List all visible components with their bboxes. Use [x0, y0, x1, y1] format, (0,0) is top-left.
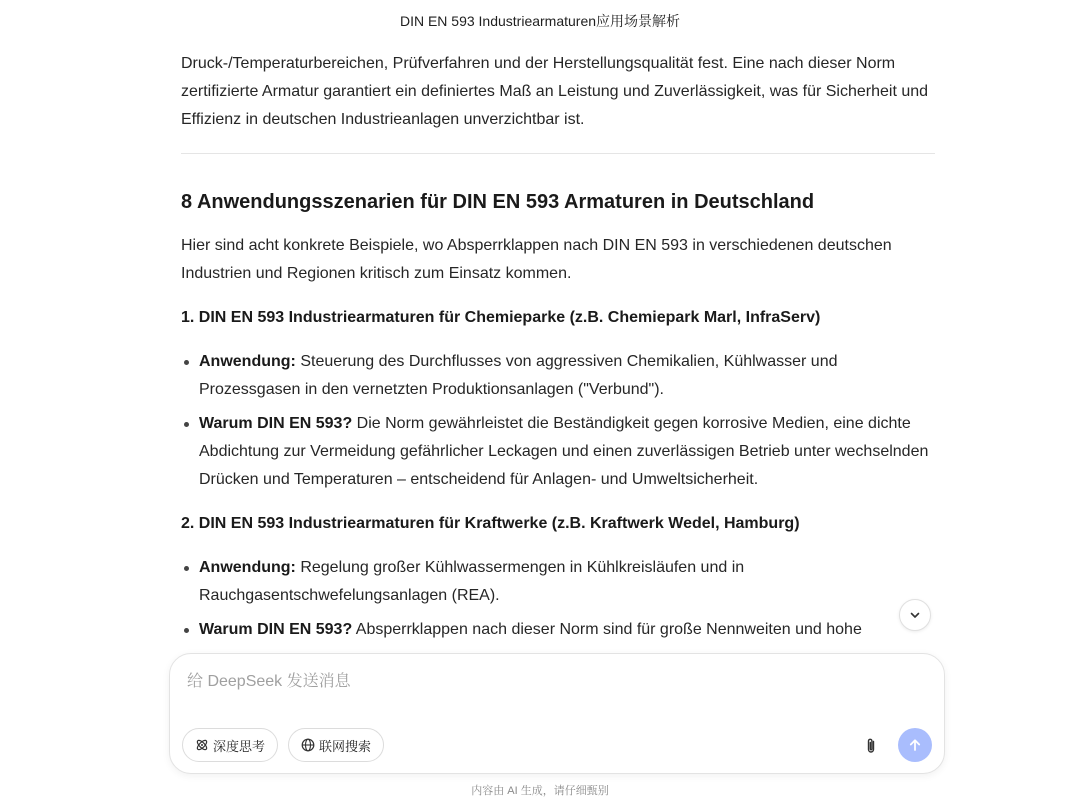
intro-paragraph: Druck-/Temperaturbereichen, Prüfverfahren und der Herstellungsqualität fest. Eine nach dieser Norm zertifizierte Armatur garantiert ein definiertes Maß an Leistung und Zuverlässigkeit, was für Sicherheit und Effizienz in deutschen Industrieanlagen unverzichtbar ist. — [181, 55, 929, 128]
arrow-up-icon — [907, 737, 923, 753]
scroll-to-bottom-button[interactable] — [899, 599, 931, 631]
send-button[interactable] — [898, 728, 932, 762]
bullet-text: Regelung großer Kühlwassermengen in Kühlkreisläufen und in Rauchgasentschwefelungsanlagen (REA). — [199, 559, 745, 604]
web-search-button[interactable] — [288, 728, 384, 762]
section-intro: Hier sind acht konkrete Beispiele, wo Absperrklappen nach DIN EN 593 in verschiedenen deutschen Industrien und Regionen kritisch zum Einsatz kommen. — [181, 237, 892, 282]
message-content — [181, 50, 935, 650]
bullet-text: Die Norm gewährleistet die Beständigkeit gegen korrosive Medien, eine dichte Abdichtung zur Vermeidung gefährlicher Leckagen und einen zuverlässigen Betrieb unter wechselnden Drücken und Temperaturen – entscheidend für Anlagen- und Umweltsicherheit. — [199, 415, 929, 488]
divider — [181, 153, 935, 154]
bullet-label: Warum DIN EN 593? — [199, 621, 353, 638]
page-title: DIN EN 593 Industriearmaturen应用场景解析 — [399, 13, 681, 29]
list-item — [199, 410, 935, 494]
attach-button[interactable] — [860, 735, 882, 757]
section-heading: 8 Anwendungsszenarien für DIN EN 593 Armaturen in Deutschland — [181, 191, 815, 213]
bullet-text: Steuerung des Durchflusses von aggressiven Chemikalien, Kühlwasser und Prozessgasen in den vernetzten Produktionsanlagen ("Verbund"). — [199, 353, 838, 398]
message-input[interactable] — [187, 670, 887, 694]
bullet-label: Anwendung: — [199, 353, 296, 370]
scenario-title: 2. DIN EN 593 Industriearmaturen für Kraftwerke (z.B. Kraftwerk Wedel, Hamburg) — [181, 515, 800, 532]
bullet-text: Absperrklappen nach dieser Norm sind für große Nennweiten und hohe — [352, 621, 862, 638]
bullet-list — [181, 348, 935, 494]
list-item — [199, 348, 935, 404]
bullet-list — [181, 554, 935, 644]
bullet-label: Warum DIN EN 593? — [199, 415, 353, 432]
chevron-down-icon — [909, 609, 921, 621]
scenario-title: 1. DIN EN 593 Industriearmaturen für Chemieparke (z.B. Chemiepark Marl, InfraServ) — [181, 309, 821, 326]
bullet-label: Anwendung: — [199, 559, 296, 576]
message-composer — [169, 653, 945, 774]
deep-think-button[interactable] — [182, 728, 278, 762]
globe-icon — [301, 738, 315, 752]
paperclip-icon — [863, 737, 879, 755]
footer-disclaimer: 内容由 AI 生成，请仔细甄别 — [471, 785, 609, 797]
list-item — [199, 554, 935, 610]
web-search-label: 联网搜索 — [319, 738, 372, 754]
deep-think-label: 深度思考 — [213, 738, 266, 754]
deep-think-icon — [195, 738, 209, 752]
